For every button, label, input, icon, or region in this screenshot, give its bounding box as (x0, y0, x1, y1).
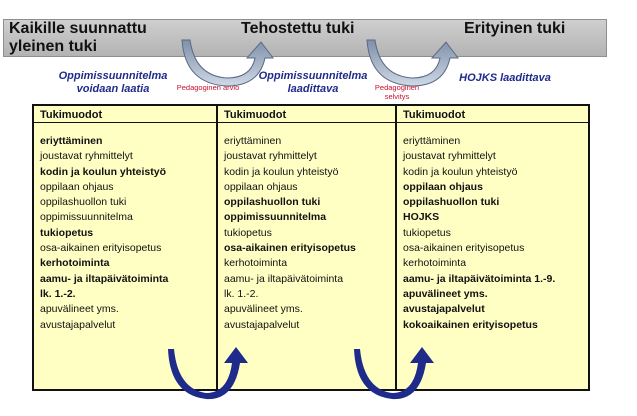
column-header: Tukimuodot (218, 106, 395, 123)
list-item: tukiopetus (40, 226, 94, 239)
list-item: oppilaan ohjaus (403, 180, 483, 193)
list-item: osa-aikainen erityisopetus (224, 242, 356, 255)
curved-arrow-2-icon (354, 343, 438, 399)
column-header: Tukimuodot (34, 106, 216, 123)
list-item: aamu- ja iltapäivätoiminta 1.-9. (403, 272, 556, 285)
list-item: kodin ja koulun yhteistyö (403, 165, 518, 178)
list-item: HOJKS (403, 211, 440, 224)
list-item: apuvälineet yms. (403, 287, 488, 300)
list-item: kokoaikainen erityisopetus (403, 318, 538, 331)
list-item: aamu- ja iltapäivätoiminta (224, 272, 344, 285)
list-item: oppilashuollon tuki (224, 196, 321, 209)
list-item: lk. 1.-2. (40, 287, 76, 300)
column-header: Tukimuodot (397, 106, 588, 123)
list-item: apuvälineet yms. (224, 303, 303, 316)
list-item: oppilaan ohjaus (224, 180, 298, 193)
assessment-pedagogical-report: Pedagoginen selvitys (374, 83, 420, 101)
list-item: kodin ja koulun yhteistyö (224, 165, 339, 178)
tier-general-support: Kaikille suunnattu yleinen tuki (9, 20, 147, 55)
list-item: avustajapalvelut (40, 318, 116, 331)
curved-arrow-1-icon (168, 343, 252, 399)
list-item: kerhotoiminta (224, 257, 288, 270)
tier-special-support: Erityinen tuki (464, 20, 566, 37)
list-item: oppimissuunnitelma (40, 211, 133, 224)
support-list (397, 123, 588, 333)
list-item: eriyttäminen (403, 135, 461, 147)
plan-general: Oppimissuunnitelma voidaan laatia (58, 70, 168, 95)
list-item: osa-aikainen erityisopetus (403, 242, 525, 255)
support-list (34, 123, 216, 333)
list-item: kerhotoiminta (403, 257, 467, 270)
list-item: joustavat ryhmittelyt (40, 150, 133, 163)
list-item: tukiopetus (224, 226, 272, 239)
tier-intensified-support: Tehostettu tuki (241, 20, 355, 37)
plan-special: HOJKS laadittava (459, 72, 551, 84)
list-item: oppilaan ohjaus (40, 180, 114, 193)
assessment-pedagogical-evaluation: Pedagoginen arvio (176, 83, 240, 92)
support-list (218, 123, 395, 333)
list-item: kodin ja koulun yhteistyö (40, 165, 167, 178)
list-item: oppilashuollon tuki (40, 196, 127, 209)
list-item: apuvälineet yms. (40, 303, 119, 316)
support-forms-table (32, 104, 590, 391)
list-item: eriyttäminen (40, 135, 103, 147)
list-item: aamu- ja iltapäivätoiminta (40, 272, 169, 285)
list-item: kerhotoiminta (40, 257, 110, 270)
list-item: eriyttäminen (224, 135, 282, 147)
list-item: joustavat ryhmittelyt (224, 150, 317, 163)
list-item: oppimissuunnitelma (224, 211, 327, 224)
list-item: avustajapalvelut (403, 303, 485, 316)
list-item: oppilashuollon tuki (403, 196, 500, 209)
plan-intensified: Oppimissuunnitelma laadittava (258, 70, 368, 95)
list-item: lk. 1.-2. (224, 287, 259, 300)
list-item: joustavat ryhmittelyt (403, 150, 496, 163)
list-item: osa-aikainen erityisopetus (40, 242, 162, 255)
list-item: tukiopetus (403, 226, 451, 239)
list-item: avustajapalvelut (224, 318, 300, 331)
